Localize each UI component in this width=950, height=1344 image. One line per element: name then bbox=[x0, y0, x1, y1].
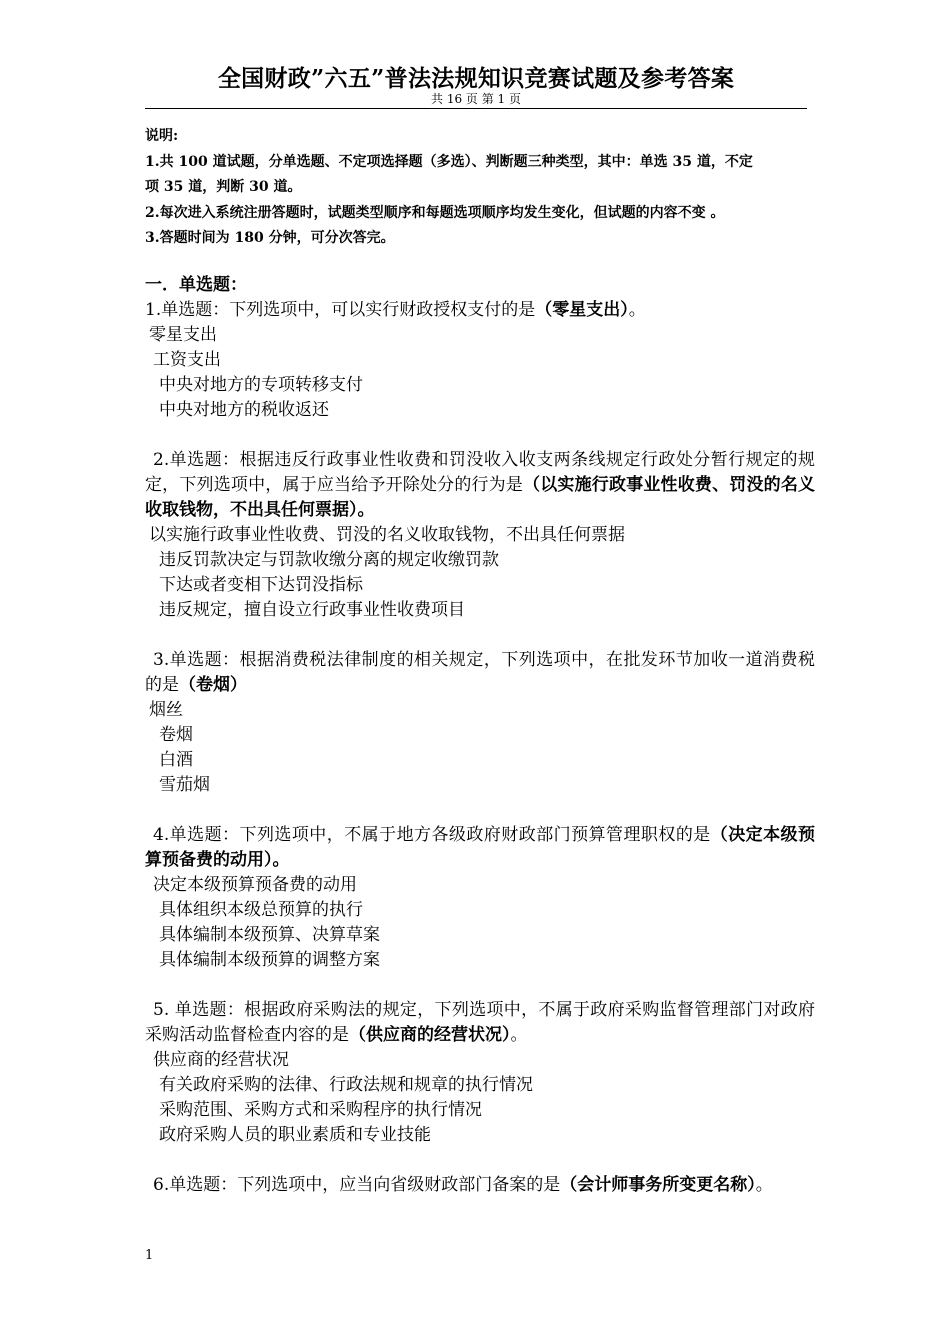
option: 具体组织本级总预算的执行 bbox=[159, 900, 363, 920]
option: 中央对地方的专项转移支付 bbox=[159, 375, 363, 395]
page-info: 共 16 页 第 1 页 bbox=[431, 92, 521, 106]
option: 违反规定，擅自设立行政事业性收费项目 bbox=[159, 600, 465, 620]
question-answer: （决定本级预算预备费的动用）。 bbox=[145, 825, 816, 870]
option-list bbox=[145, 323, 815, 423]
option: 中央对地方的税收返还 bbox=[159, 400, 329, 420]
page-number: 1 bbox=[145, 1248, 154, 1263]
option: 白酒 bbox=[159, 750, 193, 770]
question bbox=[145, 1173, 815, 1198]
instructions-label: 说明: bbox=[145, 128, 179, 144]
question-stem: 4.单选题：下列选项中，不属于地方各级政府财政部门预算管理职权的是（决定本级预算预备费的动用）。 bbox=[145, 825, 816, 870]
instruction-line: 2.每次进入系统注册答题时，试题类型顺序和每题选项顺序均发生变化，但试题的内容不变 。 bbox=[145, 204, 725, 221]
option: 下达或者变相下达罚没指标 bbox=[159, 575, 363, 595]
question bbox=[145, 448, 815, 623]
page-header bbox=[145, 64, 807, 106]
instructions bbox=[145, 124, 815, 252]
option: 雪茄烟 bbox=[159, 775, 210, 795]
option: 卷烟 bbox=[159, 725, 193, 745]
option-list bbox=[145, 523, 815, 623]
option-list bbox=[145, 873, 815, 973]
question-answer: （会计师事务所变更名称） bbox=[560, 1175, 756, 1195]
question-answer: （供应商的经营状况） bbox=[349, 1025, 511, 1045]
question bbox=[145, 298, 815, 423]
question-stem: 1.单选题：下列选项中，可以实行财政授权支付的是（零星支出）。 bbox=[145, 300, 646, 320]
section-heading: 一．单选题： bbox=[145, 275, 247, 295]
option-list bbox=[145, 698, 815, 798]
option: 烟丝 bbox=[149, 700, 183, 720]
header-rule bbox=[145, 108, 807, 109]
option: 有关政府采购的法律、行政法规和规章的执行情况 bbox=[159, 1075, 533, 1095]
question-list bbox=[145, 272, 815, 1198]
option: 以实施行政事业性收费、罚没的名义收取钱物，不出具任何票据 bbox=[149, 525, 625, 545]
option: 政府采购人员的职业素质和专业技能 bbox=[159, 1125, 431, 1145]
instruction-line: 1.共 100 道试题，分单选题、不定项选择题（多选）、判断题三种类型，其中：单选 35 道，不定 bbox=[145, 153, 753, 170]
question-answer: （卷烟） bbox=[179, 675, 247, 695]
instruction-line: 项 35 道，判断 30 道。 bbox=[145, 179, 302, 195]
question bbox=[145, 998, 815, 1148]
option: 具体编制本级预算的调整方案 bbox=[159, 950, 380, 970]
option: 零星支出 bbox=[149, 325, 217, 345]
question-stem: 3.单选题：根据消费税法律制度的相关规定，下列选项中，在批发环节加收一道消费税的是（卷烟） bbox=[145, 650, 815, 695]
document-title: 全国财政”六五”普法法规知识竞赛试题及参考答案 bbox=[217, 65, 735, 92]
question bbox=[145, 823, 815, 973]
option: 违反罚款决定与罚款收缴分离的规定收缴罚款 bbox=[159, 550, 499, 570]
question bbox=[145, 648, 815, 798]
question-answer: （以实施行政事业性收费、罚没的名义收取钱物，不出具任何票据）。 bbox=[145, 475, 816, 520]
question-stem: 5. 单选题：根据政府采购法的规定，下列选项中，不属于政府采购监督管理部门对政府采购活动监督检查内容的是（供应商的经营状况）。 bbox=[145, 1000, 815, 1045]
question-answer: （零星支出） bbox=[535, 300, 629, 320]
option: 具体编制本级预算、决算草案 bbox=[159, 925, 380, 945]
question-stem: 6.单选题：下列选项中，应当向省级财政部门备案的是（会计师事务所变更名称）。 bbox=[153, 1175, 773, 1195]
option: 工资支出 bbox=[153, 350, 221, 370]
question-stem: 2.单选题：根据违反行政事业性收费和罚没收入收支两条线规定行政处分暂行规定的规定，下列选项中，属于应当给予开除处分的行为是（以实施行政事业性收费、罚没的名义收取钱物，不出具任何票据）。 bbox=[145, 450, 816, 520]
option: 供应商的经营状况 bbox=[153, 1050, 289, 1070]
option: 采购范围、采购方式和采购程序的执行情况 bbox=[159, 1100, 482, 1120]
option-list bbox=[145, 1048, 815, 1148]
option: 决定本级预算预备费的动用 bbox=[153, 875, 357, 895]
instruction-line: 3.答题时间为 180 分钟，可分次答完。 bbox=[145, 230, 395, 246]
